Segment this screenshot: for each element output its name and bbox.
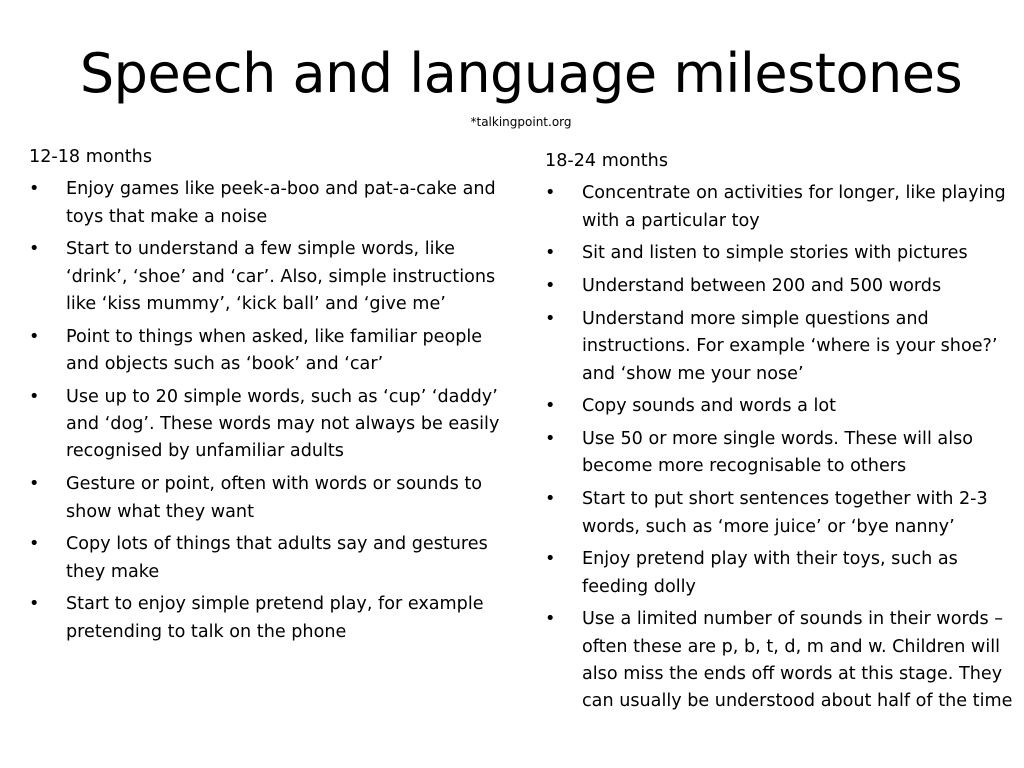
bullet-icon: • xyxy=(545,183,556,204)
right-column xyxy=(545,148,1024,721)
bullet-icon: • xyxy=(545,609,556,630)
slide-title: Speech and language milestones xyxy=(79,42,963,105)
list-item xyxy=(29,236,509,318)
list-item xyxy=(29,384,509,466)
bullet-icon: • xyxy=(545,396,556,417)
list-item xyxy=(29,324,509,379)
bullet-icon: • xyxy=(29,534,40,555)
bullet-icon: • xyxy=(29,386,40,407)
list-item xyxy=(545,240,1024,267)
list-item-text: Understand between 200 and 500 words xyxy=(582,276,942,297)
list-item-text: Use a limited number of sounds in their words – often these are p, b, t, d, m and w. Children will also miss the ends off words at this stage. They can usually be understood about half of the time xyxy=(582,609,1013,712)
left-column xyxy=(29,144,509,652)
bullet-icon: • xyxy=(545,489,556,510)
list-item xyxy=(29,591,509,646)
list-item xyxy=(29,471,509,526)
list-item xyxy=(545,180,1024,235)
list-item-text: Start to enjoy simple pretend play, for example pretending to talk on the phone xyxy=(66,594,484,642)
bullet-icon: • xyxy=(29,594,40,615)
bullet-icon: • xyxy=(545,276,556,297)
left-column-heading: 12-18 months xyxy=(29,147,152,167)
bullet-icon: • xyxy=(545,243,556,264)
list-item-text: Copy sounds and words a lot xyxy=(582,396,837,417)
list-item xyxy=(545,606,1024,715)
list-item-text: Concentrate on activities for longer, like playing with a particular toy xyxy=(582,183,1006,231)
list-item-text: Start to understand a few simple words, like ‘drink’, ‘shoe’ and ‘car’. Also, simple instructions like ‘kiss mummy’, ‘kick ball’ and ‘give me’ xyxy=(66,239,496,314)
bullet-icon: • xyxy=(545,549,556,570)
right-column-heading: 18-24 months xyxy=(545,151,668,171)
list-item xyxy=(29,176,509,231)
list-item-text: Sit and listen to simple stories with pictures xyxy=(582,243,968,264)
right-bullet-list xyxy=(545,180,1024,715)
list-item-text: Enjoy pretend play with their toys, such as feeding dolly xyxy=(582,549,958,597)
list-item-text: Copy lots of things that adults say and gestures they make xyxy=(66,534,488,582)
list-item xyxy=(545,546,1024,601)
source-subtitle: *talkingpoint.org xyxy=(470,115,572,129)
list-item xyxy=(545,426,1024,481)
list-item-text: Use 50 or more single words. These will also become more recognisable to others xyxy=(582,429,974,477)
list-item xyxy=(545,486,1024,541)
list-item-text: Use up to 20 simple words, such as ‘cup’ ‘daddy’ and ‘dog’. These words may not always be easily recognised by unfamiliar adults xyxy=(66,386,500,462)
list-item-text: Enjoy games like peek-a-boo and pat-a-cake and toys that make a noise xyxy=(66,179,496,227)
bullet-icon: • xyxy=(29,239,40,260)
list-item xyxy=(545,393,1024,420)
bullet-icon: • xyxy=(545,308,556,329)
bullet-icon: • xyxy=(29,179,40,200)
list-item-text: Understand more simple questions and instructions. For example ‘where is your shoe?’ and ‘show me your nose’ xyxy=(582,308,998,384)
list-item-text: Point to things when asked, like familiar people and objects such as ‘book’ and ‘car’ xyxy=(66,326,483,375)
list-item-text: Start to put short sentences together with 2-3 words, such as ‘more juice’ or ‘bye nanny’ xyxy=(582,489,988,537)
list-item xyxy=(29,531,509,586)
list-item xyxy=(545,306,1024,388)
left-bullet-list xyxy=(29,176,509,646)
list-item xyxy=(545,273,1024,300)
bullet-icon: • xyxy=(29,474,40,495)
list-item-text: Gesture or point, often with words or sounds to show what they want xyxy=(66,474,483,522)
bullet-icon: • xyxy=(29,326,40,347)
bullet-icon: • xyxy=(545,429,556,450)
